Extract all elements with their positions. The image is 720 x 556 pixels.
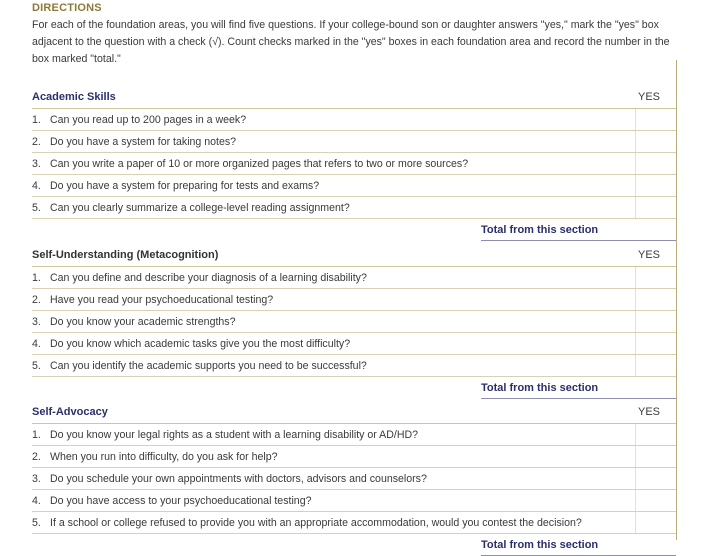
question-row xyxy=(32,512,676,534)
section-self-advocacy xyxy=(32,401,676,556)
yes-checkbox[interactable] xyxy=(635,197,676,218)
question-text: Can you define and describe your diagnosis of a learning disability? xyxy=(50,272,367,284)
question-row xyxy=(32,355,676,377)
question-row xyxy=(32,267,676,289)
question-row xyxy=(32,175,676,197)
section-title: Self-Advocacy xyxy=(32,406,108,418)
question-number: 5. xyxy=(32,360,41,372)
question-number: 5. xyxy=(32,517,41,529)
total-label: Total from this section xyxy=(481,382,599,394)
yes-checkbox[interactable] xyxy=(635,333,676,354)
section-title: Academic Skills xyxy=(32,91,116,103)
yes-column-label: YES xyxy=(637,91,660,103)
yes-column-label: YES xyxy=(637,249,660,261)
total-label: Total from this section xyxy=(481,224,599,236)
yes-checkbox[interactable] xyxy=(635,355,676,376)
question-row xyxy=(32,424,676,446)
question-row xyxy=(32,446,676,468)
question-text: Can you identify the academic supports you need to be successful? xyxy=(50,360,367,372)
yes-checkbox[interactable] xyxy=(635,131,676,152)
yes-checkbox[interactable] xyxy=(635,153,676,174)
yes-checkbox[interactable] xyxy=(635,468,676,489)
question-number: 2. xyxy=(32,136,41,148)
question-number: 3. xyxy=(32,473,41,485)
question-number: 4. xyxy=(32,180,41,192)
directions-text: For each of the foundation areas, you will find five questions. If your college-bound son or daughter answers "yes," mark the "yes" box adjacent to the question with a check (√). Count checks marked in the "yes" boxes in each foundation area and record the number in the box marked "total." xyxy=(32,19,670,65)
question-row xyxy=(32,311,676,333)
total-input-line[interactable] xyxy=(481,240,676,241)
yes-checkbox[interactable] xyxy=(635,289,676,310)
question-text: Have you read your psychoeducational testing? xyxy=(50,294,274,306)
question-row xyxy=(32,333,676,355)
question-number: 1. xyxy=(32,272,41,284)
yes-checkbox[interactable] xyxy=(635,512,676,533)
section-title: Self-Understanding (Metacognition) xyxy=(32,249,219,261)
question-number: 3. xyxy=(32,158,41,170)
question-text: Do you have access to your psychoeducational testing? xyxy=(50,495,312,507)
question-text: Do you know your legal rights as a student with a learning disability or AD/HD? xyxy=(50,429,419,441)
yes-checkbox[interactable] xyxy=(635,424,676,445)
question-text: Can you write a paper of 10 or more organized pages that refers to two or more sources? xyxy=(50,158,469,170)
question-row xyxy=(32,490,676,512)
total-label: Total from this section xyxy=(481,539,599,551)
yes-checkbox[interactable] xyxy=(635,267,676,288)
section-header xyxy=(32,244,676,267)
yes-column-label: YES xyxy=(637,406,660,418)
question-number: 2. xyxy=(32,294,41,306)
question-number: 1. xyxy=(32,114,41,126)
question-row xyxy=(32,109,676,131)
yes-checkbox[interactable] xyxy=(635,311,676,332)
question-text: Do you know which academic tasks give you the most difficulty? xyxy=(50,338,351,350)
yes-checkbox[interactable] xyxy=(635,109,676,130)
question-text: If a school or college refused to provide you with an appropriate accommodation, would you contest the decision? xyxy=(50,517,582,529)
total-input-line[interactable] xyxy=(481,398,676,399)
question-text: When you run into difficulty, do you ask for help? xyxy=(50,451,278,463)
question-row xyxy=(32,289,676,311)
question-number: 3. xyxy=(32,316,41,328)
question-text: Do you have a system for taking notes? xyxy=(50,136,237,148)
question-text: Can you clearly summarize a college-level reading assignment? xyxy=(50,202,350,214)
question-number: 1. xyxy=(32,429,41,441)
yes-checkbox[interactable] xyxy=(635,446,676,467)
total-row xyxy=(32,377,676,399)
section-header xyxy=(32,401,676,424)
question-text: Do you schedule your own appointments with doctors, advisors and counselors? xyxy=(50,473,427,485)
form-frame-line xyxy=(676,60,677,540)
question-number: 4. xyxy=(32,495,41,507)
question-number: 2. xyxy=(32,451,41,463)
section-academic-skills xyxy=(32,86,676,241)
directions-title: DIRECTIONS xyxy=(32,2,102,14)
yes-checkbox[interactable] xyxy=(635,490,676,511)
total-row xyxy=(32,219,676,241)
question-text: Can you read up to 200 pages in a week? xyxy=(50,114,247,126)
question-row xyxy=(32,197,676,219)
question-row xyxy=(32,131,676,153)
question-row xyxy=(32,153,676,175)
total-row xyxy=(32,534,676,556)
yes-checkbox[interactable] xyxy=(635,175,676,196)
question-row xyxy=(32,468,676,490)
section-self-understanding xyxy=(32,244,676,399)
question-number: 4. xyxy=(32,338,41,350)
question-text: Do you know your academic strengths? xyxy=(50,316,236,328)
question-text: Do you have a system for preparing for tests and exams? xyxy=(50,180,320,192)
section-header xyxy=(32,86,676,109)
question-number: 5. xyxy=(32,202,41,214)
